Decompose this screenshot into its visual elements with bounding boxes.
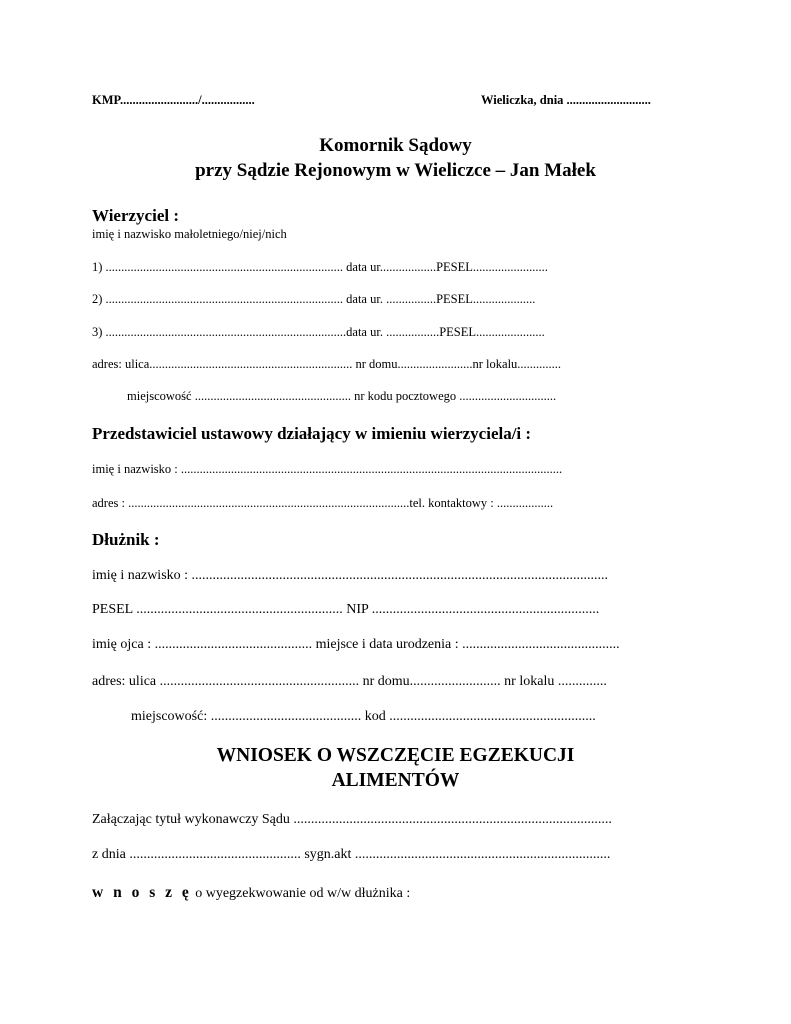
debtor-city-field[interactable]: miejscowość: ........................................... kod ........................................................... (131, 709, 596, 724)
representative-address-field[interactable]: adres : ..........................................................................................tel. kontaktowy : .................. (92, 496, 554, 510)
debtor-heading: Dłużnik : (92, 530, 160, 549)
court-subtitle: przy Sądzie Rejonowym w Wieliczce – Jan Małek (195, 160, 596, 181)
creditor-city-field[interactable]: miejscowość .................................................. nr kodu pocztowego ............................... (127, 389, 557, 403)
place-date-field[interactable]: Wieliczka, dnia ........................... (481, 93, 651, 107)
creditor-row-3[interactable]: 3) .............................................................................data ur. .................PESEL...................... (92, 325, 545, 339)
representative-name-field[interactable]: imię i nazwisko : .......................................................................................................................... (92, 462, 563, 476)
request-text: o wyegzekwowanie od w/w dłużnika : (191, 886, 411, 901)
motion-title: WNIOSEK O WSZCZĘCIE EGZEKUCJI (216, 745, 575, 766)
request-bold: w n o s z ę (92, 884, 192, 901)
request-line (92, 884, 410, 902)
date-signature-field[interactable]: z dnia ................................................. sygn.akt ......................................................................... (92, 847, 611, 862)
debtor-pesel-nip-field[interactable]: PESEL ........................................................... NIP ................................................................. (92, 602, 600, 617)
attachment-field[interactable]: Załączając tytuł wykonawczy Sądu ........................................................................................... (92, 812, 612, 827)
debtor-address-field[interactable]: adres: ulica ......................................................... nr domu.......................... nr lokalu .............. (92, 674, 607, 689)
kmp-number-field[interactable]: KMP........................./................. (92, 93, 255, 107)
representative-heading: Przedstawiciel ustawowy działający w imieniu wierzyciela/i : (92, 424, 532, 443)
creditor-subheading: imię i nazwisko małoletniego/niej/nich (92, 227, 287, 241)
creditor-address-field[interactable]: adres: ulica................................................................. nr domu........................nr lokalu.............. (92, 357, 562, 371)
debtor-name-field[interactable]: imię i nazwisko : ....................................................................................................................... (92, 568, 609, 583)
motion-title-2: ALIMENTÓW (331, 770, 460, 791)
court-title: Komornik Sądowy (319, 135, 472, 156)
debtor-father-birth-field[interactable]: imię ojca : ............................................. miejsce i data urodzenia : ............................................. (92, 637, 620, 652)
creditor-row-1[interactable]: 1) ............................................................................ data ur..................PESEL........................ (92, 260, 548, 274)
creditor-row-2[interactable]: 2) ............................................................................ data ur. ................PESEL.................... (92, 292, 536, 306)
creditor-heading: Wierzyciel : (92, 206, 180, 225)
